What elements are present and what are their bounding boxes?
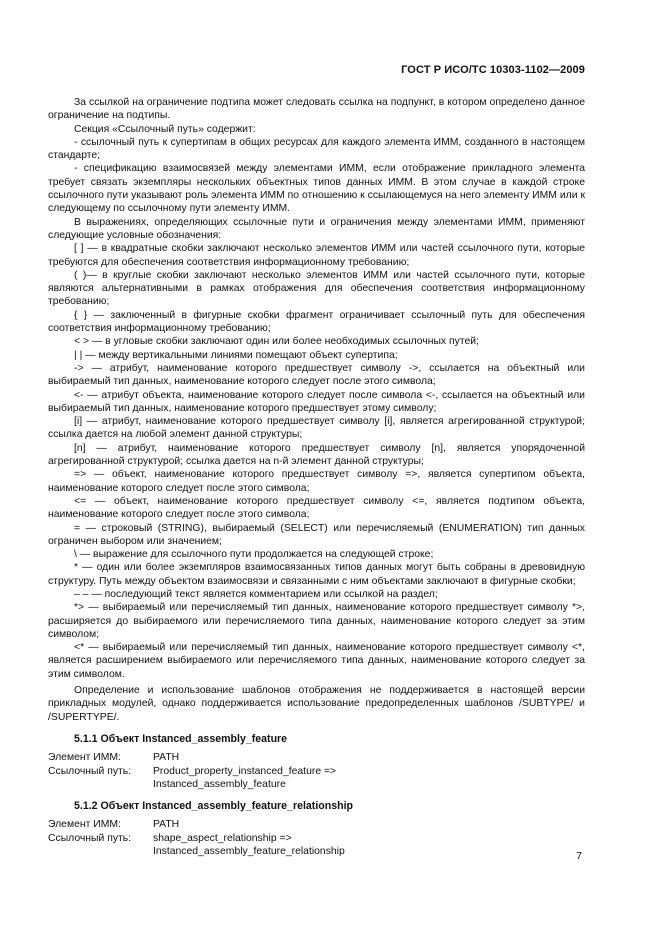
paragraph: В выражениях, определяющих ссылочные пути и ограничения между элементами ИММ, применяют следующие условные обозначения: <box>48 216 585 241</box>
path-label: Ссылочный путь: <box>48 765 132 777</box>
section-5-1-1 <box>48 733 585 791</box>
final-paragraph: Определение и использование шаблонов отображения не поддерживается в настоящей версии прикладных модулей, однако поддерживается использование предопределенных шаблонов /SUBTYPE/ и /SUPERTYPE/. <box>48 685 585 723</box>
paragraph: { } — заключенный в фигурные скобки фрагмент ограничивает ссылочный путь для обеспечения соответствия информационному требованию; <box>48 309 585 335</box>
paragraph: = — строковый (STRING), выбираемый (SELECT) или перечисляемый (ENUMERATION) тип данных ограничен выбором или значением; <box>48 522 585 547</box>
path-line: shape_aspect_relationship => <box>153 832 292 844</box>
element-value: PATH <box>153 819 180 831</box>
paragraph: Секция «Ссылочный путь» содержит: <box>74 123 256 135</box>
path-line: Instanced_assembly_feature_relationship <box>153 846 345 858</box>
element-row <box>48 818 585 831</box>
section-5-1-2 <box>48 800 585 858</box>
section-heading: 5.1.1 Объект Instanced_assembly_feature <box>74 732 288 745</box>
paragraph: - спецификацию взаимосвязей между элементами ИММ, если отображение прикладного элемента требует связать экземпляры нескольких объектных типов данных ИММ. В этом случае в каждой строке ссылочного пути указывают роль элемента ИММ по отношению к ссылающемуся на него элементу ИММ или к следующему по ссылочному пути элементу ИММ. <box>48 163 585 215</box>
paragraph: - ссылочный путь к супертипам в общих ресурсах для каждого элемента ИММ, созданного в настоящем стандарте; <box>48 136 585 162</box>
paragraph: [n] — атрибут, наименование которого предшествует символу [n], является упорядоченной агрегированной структурой; ссылка дается на n-й элемент данной структуры; <box>48 442 585 468</box>
paragraph: | | — между вертикальными линиями помещают объект супертипа; <box>74 349 398 361</box>
path-line: Instanced_assembly_feature <box>153 778 286 790</box>
paragraph: \ — выражение для ссылочного пути продолжается на следующей строке; <box>74 549 434 561</box>
paragraph: [i] — атрибут, наименование которого предшествует символу [i], является агрегированной структурой; ссылка дается на любой элемент данной структуры; <box>48 416 585 441</box>
path-row <box>48 832 585 859</box>
path-line: Product_property_instanced_feature => <box>153 765 337 777</box>
paragraph: [ ] — в квадратные скобки заключают несколько элементов ИММ или частей ссылочного пути, которые требуются для обеспечения соответствия информационному требованию; <box>48 243 585 268</box>
path-value <box>153 832 585 859</box>
paragraph: -> — атрибут, наименование которого предшествует символу ->, ссылается на объектный или выбираемый тип данных, наименование которого следует после этого символа; <box>48 362 585 388</box>
path-label: Ссылочный путь: <box>48 832 132 844</box>
paragraph: <- — атрибут объекта, наименование которого следует после символа <-, ссылается на объектный или выбираемый тип данных, наименование которого предшествует этому символу; <box>48 389 585 414</box>
element-value: PATH <box>153 752 180 764</box>
paragraph: – – — последующий текст является комментарием или ссылкой на раздел; <box>74 588 438 600</box>
paragraph: ( )— в круглые скобки заключают несколько элементов ИММ или частей ссылочного пути, которые являются альтернативными в рамках отображения для обеспечения соответствия информационному требованию; <box>48 269 585 308</box>
paragraph: <* — выбираемый или перечисляемый тип данных, наименование которого предшествует символу <*, является расширением выбираемого или перечисляемого типа данных, наименование которого следует за этим символом. <box>48 642 585 680</box>
element-label: Элемент ИММ: <box>48 752 121 764</box>
paragraph: => — объект, наименование которого предшествует символу =>, является супертипом объекта, наименование которого следует после этого символа; <box>48 469 585 494</box>
paragraph: * — один или более экземпляров взаимосвязанных типов данных могут быть собраны в древовидную структуру. Путь между объектом взаимосвязи и связанными с ним объектами заключают в фигурные скобки; <box>48 562 585 587</box>
paragraph: < > — в угловые скобки заключают один или более необходимых ссылочных путей; <box>74 336 479 348</box>
section-heading: 5.1.2 Объект Instanced_assembly_feature_relationship <box>74 800 353 813</box>
paragraph: <= — объект, наименование которого предшествует символу <=, является подтипом объекта, наименование которого следует после этого символа; <box>48 495 585 521</box>
element-label: Элемент ИММ: <box>48 819 121 831</box>
document-header: ГОСТ Р ИСО/ТС 10303-1102—2009 <box>401 64 585 76</box>
page-number: 7 <box>576 851 582 862</box>
path-value <box>153 765 585 792</box>
paragraph: *> — выбираемый или перечисляемый тип данных, наименование которого предшествует символу *>, расширяется до выбираемого или перечисляемого типа данных, наименование которого следует за этим символом; <box>48 602 585 640</box>
paragraph: За ссылкой на ограничение подтипа может следовать ссылка на подпункт, в котором определено данное ограничение на подтипы. <box>48 97 585 122</box>
document-body <box>48 96 585 858</box>
path-row <box>48 765 585 792</box>
element-row <box>48 751 585 764</box>
